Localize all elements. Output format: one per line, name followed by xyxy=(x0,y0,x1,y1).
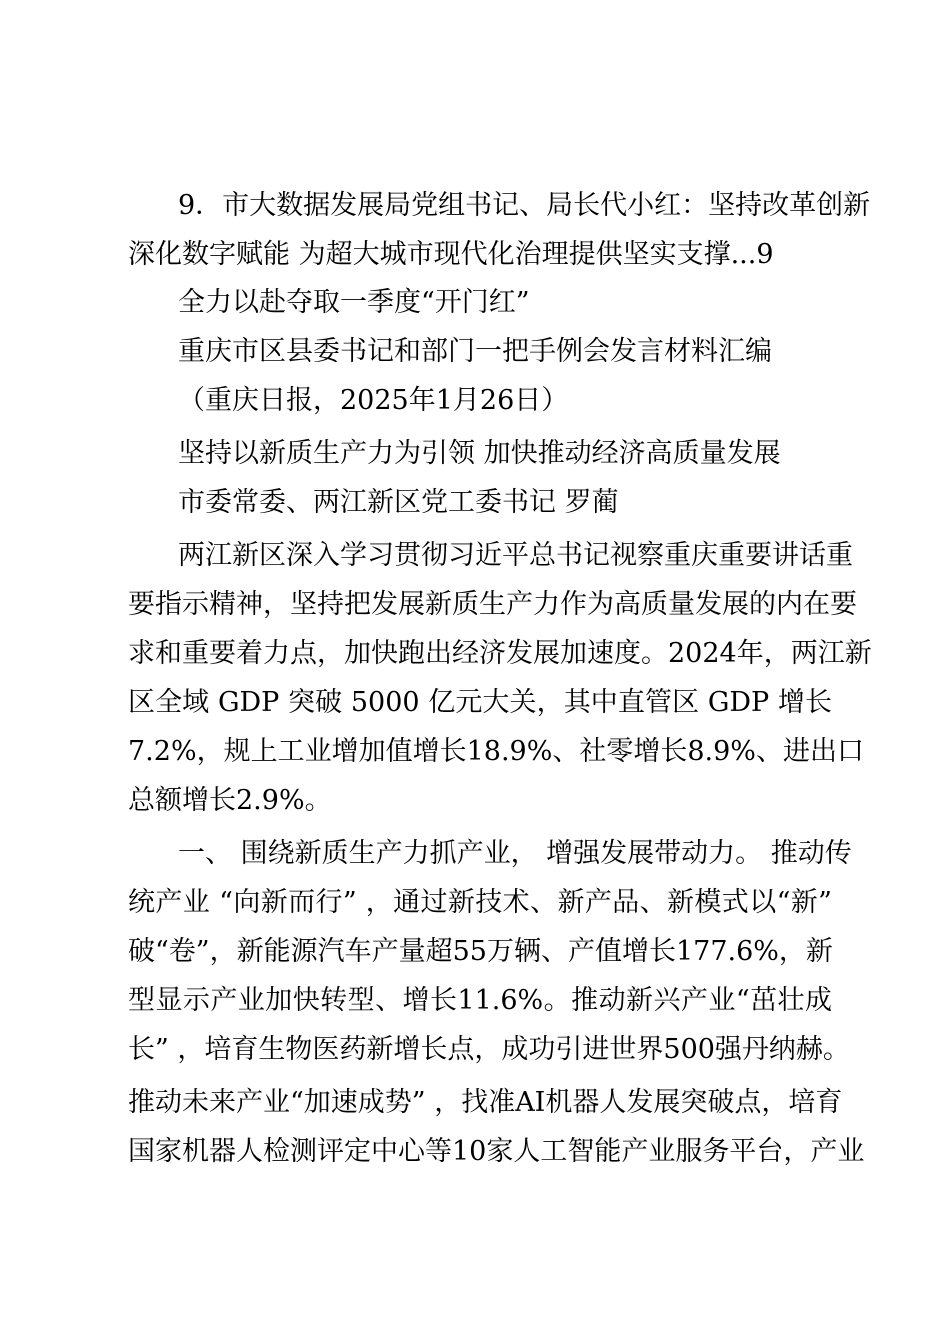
paragraph-line: 要指示精神，坚持把发展新质生产力作为高质量发展的内在要 xyxy=(128,589,857,620)
section-heading: 全力以赴夺取一季度“开门红” xyxy=(178,287,530,318)
author-line: 市委常委、两江新区党工委书记 罗蔺 xyxy=(178,487,619,518)
paragraph-line: 7.2%，规上工业增加值增长18.9%、社零增长8.9%、进出口 xyxy=(128,736,864,767)
paragraph-line: 一、 围绕新质生产力抓产业， 增强发展带动力。 推动传 xyxy=(178,838,852,869)
paragraph-line: 统产业 “向新而行” ，通过新技术、新产品、新模式以“新” xyxy=(128,887,832,918)
compilation-title: 重庆市区县委书记和部门一把手例会发言材料汇编 xyxy=(178,336,772,367)
article-title: 坚持以新质生产力为引领 加快推动经济高质量发展 xyxy=(178,438,781,469)
paragraph-line: 总额增长2.9%。 xyxy=(128,785,332,816)
toc-entry-line: 深化数字赋能 为超大城市现代化治理提供坚实支撑...9 xyxy=(128,239,774,270)
paragraph-line: 推动未来产业“加速成势” ，找准AI机器人发展突破点，培育 xyxy=(128,1087,843,1118)
toc-entry-line: 9．市大数据发展局党组书记、局长代小红：坚持改革创新 xyxy=(178,190,871,221)
paragraph-line: 型显示产业加快转型、增长11.6%。推动新兴产业“茁壮成 xyxy=(128,985,832,1016)
paragraph-line: 两江新区深入学习贯彻习近平总书记视察重庆重要讲话重 xyxy=(178,540,853,571)
paragraph-line: 区全域 GDP 突破 5000 亿元大关，其中直管区 GDP 增长 xyxy=(128,687,832,718)
paragraph-line: 破“卷”，新能源汽车产量超55万辆、产值增长177.6%，新 xyxy=(128,936,833,967)
paragraph-line: 求和重要着力点，加快跑出经济发展加速度。2024年，两江新 xyxy=(128,638,872,669)
paragraph-line: 长” ，培育生物医药新增长点，成功引进世界500强丹纳赫。 xyxy=(128,1034,850,1065)
source-line: （重庆日报，2025年1月26日） xyxy=(178,385,569,416)
paragraph-line: 国家机器人检测评定中心等10家人工智能产业服务平台，产业 xyxy=(128,1136,865,1167)
